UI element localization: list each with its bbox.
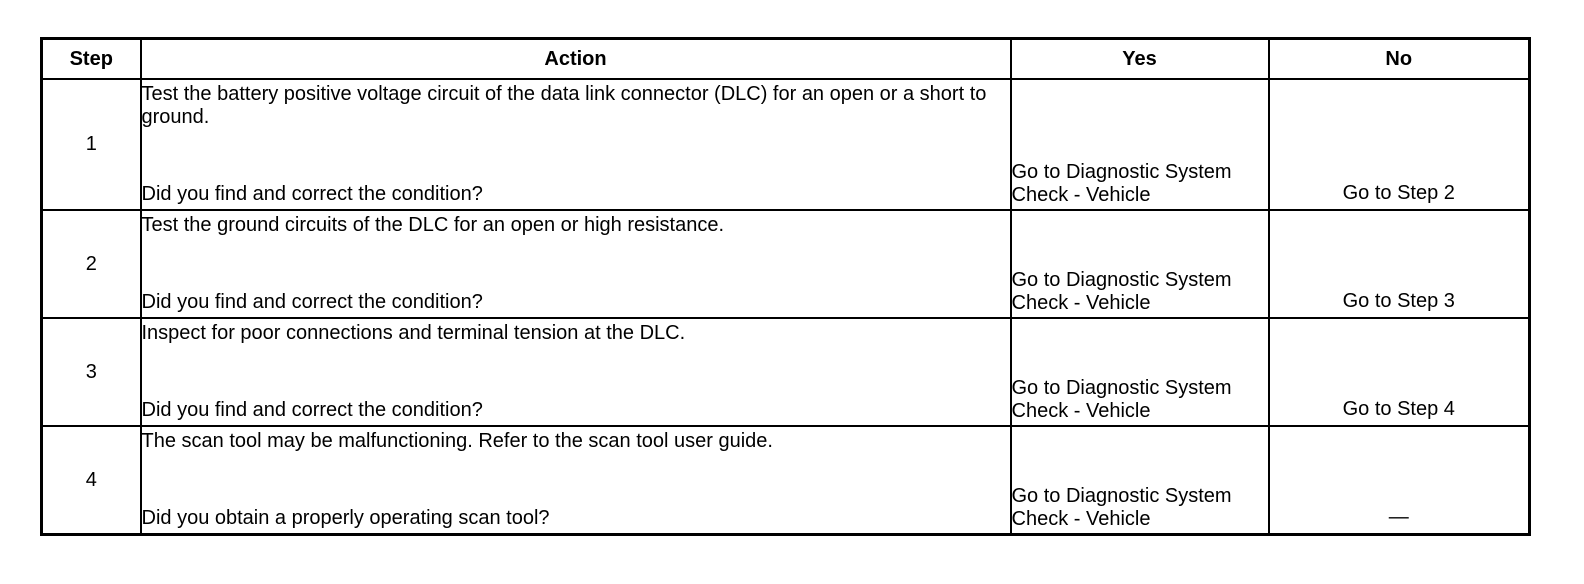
yes-text: Go to Diagnostic System Check - Vehicle — [1011, 377, 1232, 422]
no-text: Go to Step 2 — [1342, 182, 1455, 204]
step-number: 2 — [42, 210, 141, 318]
header-step: Step — [42, 39, 141, 80]
action-text: Test the ground circuits of the DLC for an open or high resistance. — [141, 214, 725, 236]
step-number: 3 — [42, 318, 141, 426]
no-cell — [1269, 426, 1530, 535]
action-text: The scan tool may be malfunctioning. Refer to the scan tool user guide. — [141, 430, 773, 452]
action-question: Did you find and correct the condition? — [141, 183, 483, 205]
yes-text: Go to Diagnostic System Check - Vehicle — [1011, 269, 1232, 314]
action-question: Did you obtain a properly operating scan tool? — [141, 507, 550, 529]
diagnostic-table — [40, 37, 1531, 536]
action-text: Test the battery positive voltage circuit of the data link connector (DLC) for an open or a short to ground. — [141, 83, 987, 128]
table-row — [42, 318, 1530, 426]
no-text: Go to Step 4 — [1342, 398, 1455, 420]
yes-cell — [1011, 210, 1269, 318]
table-row — [42, 210, 1530, 318]
action-cell — [141, 79, 1011, 210]
yes-text: Go to Diagnostic System Check - Vehicle — [1011, 485, 1232, 530]
table-row — [42, 426, 1530, 535]
no-cell — [1269, 318, 1530, 426]
no-cell — [1269, 79, 1530, 210]
action-text: Inspect for poor connections and terminal tension at the DLC. — [141, 322, 686, 344]
yes-cell — [1011, 426, 1269, 535]
action-question: Did you find and correct the condition? — [141, 399, 483, 421]
table-row — [42, 79, 1530, 210]
no-cell — [1269, 210, 1530, 318]
yes-cell — [1011, 79, 1269, 210]
yes-cell — [1011, 318, 1269, 426]
header-action: Action — [141, 39, 1011, 80]
step-number: 4 — [42, 426, 141, 535]
header-yes: Yes — [1011, 39, 1269, 80]
action-cell — [141, 210, 1011, 318]
action-cell — [141, 426, 1011, 535]
action-cell — [141, 318, 1011, 426]
yes-text: Go to Diagnostic System Check - Vehicle — [1011, 161, 1232, 206]
header-no: No — [1269, 39, 1530, 80]
no-text: Go to Step 3 — [1342, 290, 1455, 312]
header-row — [42, 39, 1530, 80]
no-text: — — [1388, 506, 1409, 528]
action-question: Did you find and correct the condition? — [141, 291, 483, 313]
step-number: 1 — [42, 79, 141, 210]
